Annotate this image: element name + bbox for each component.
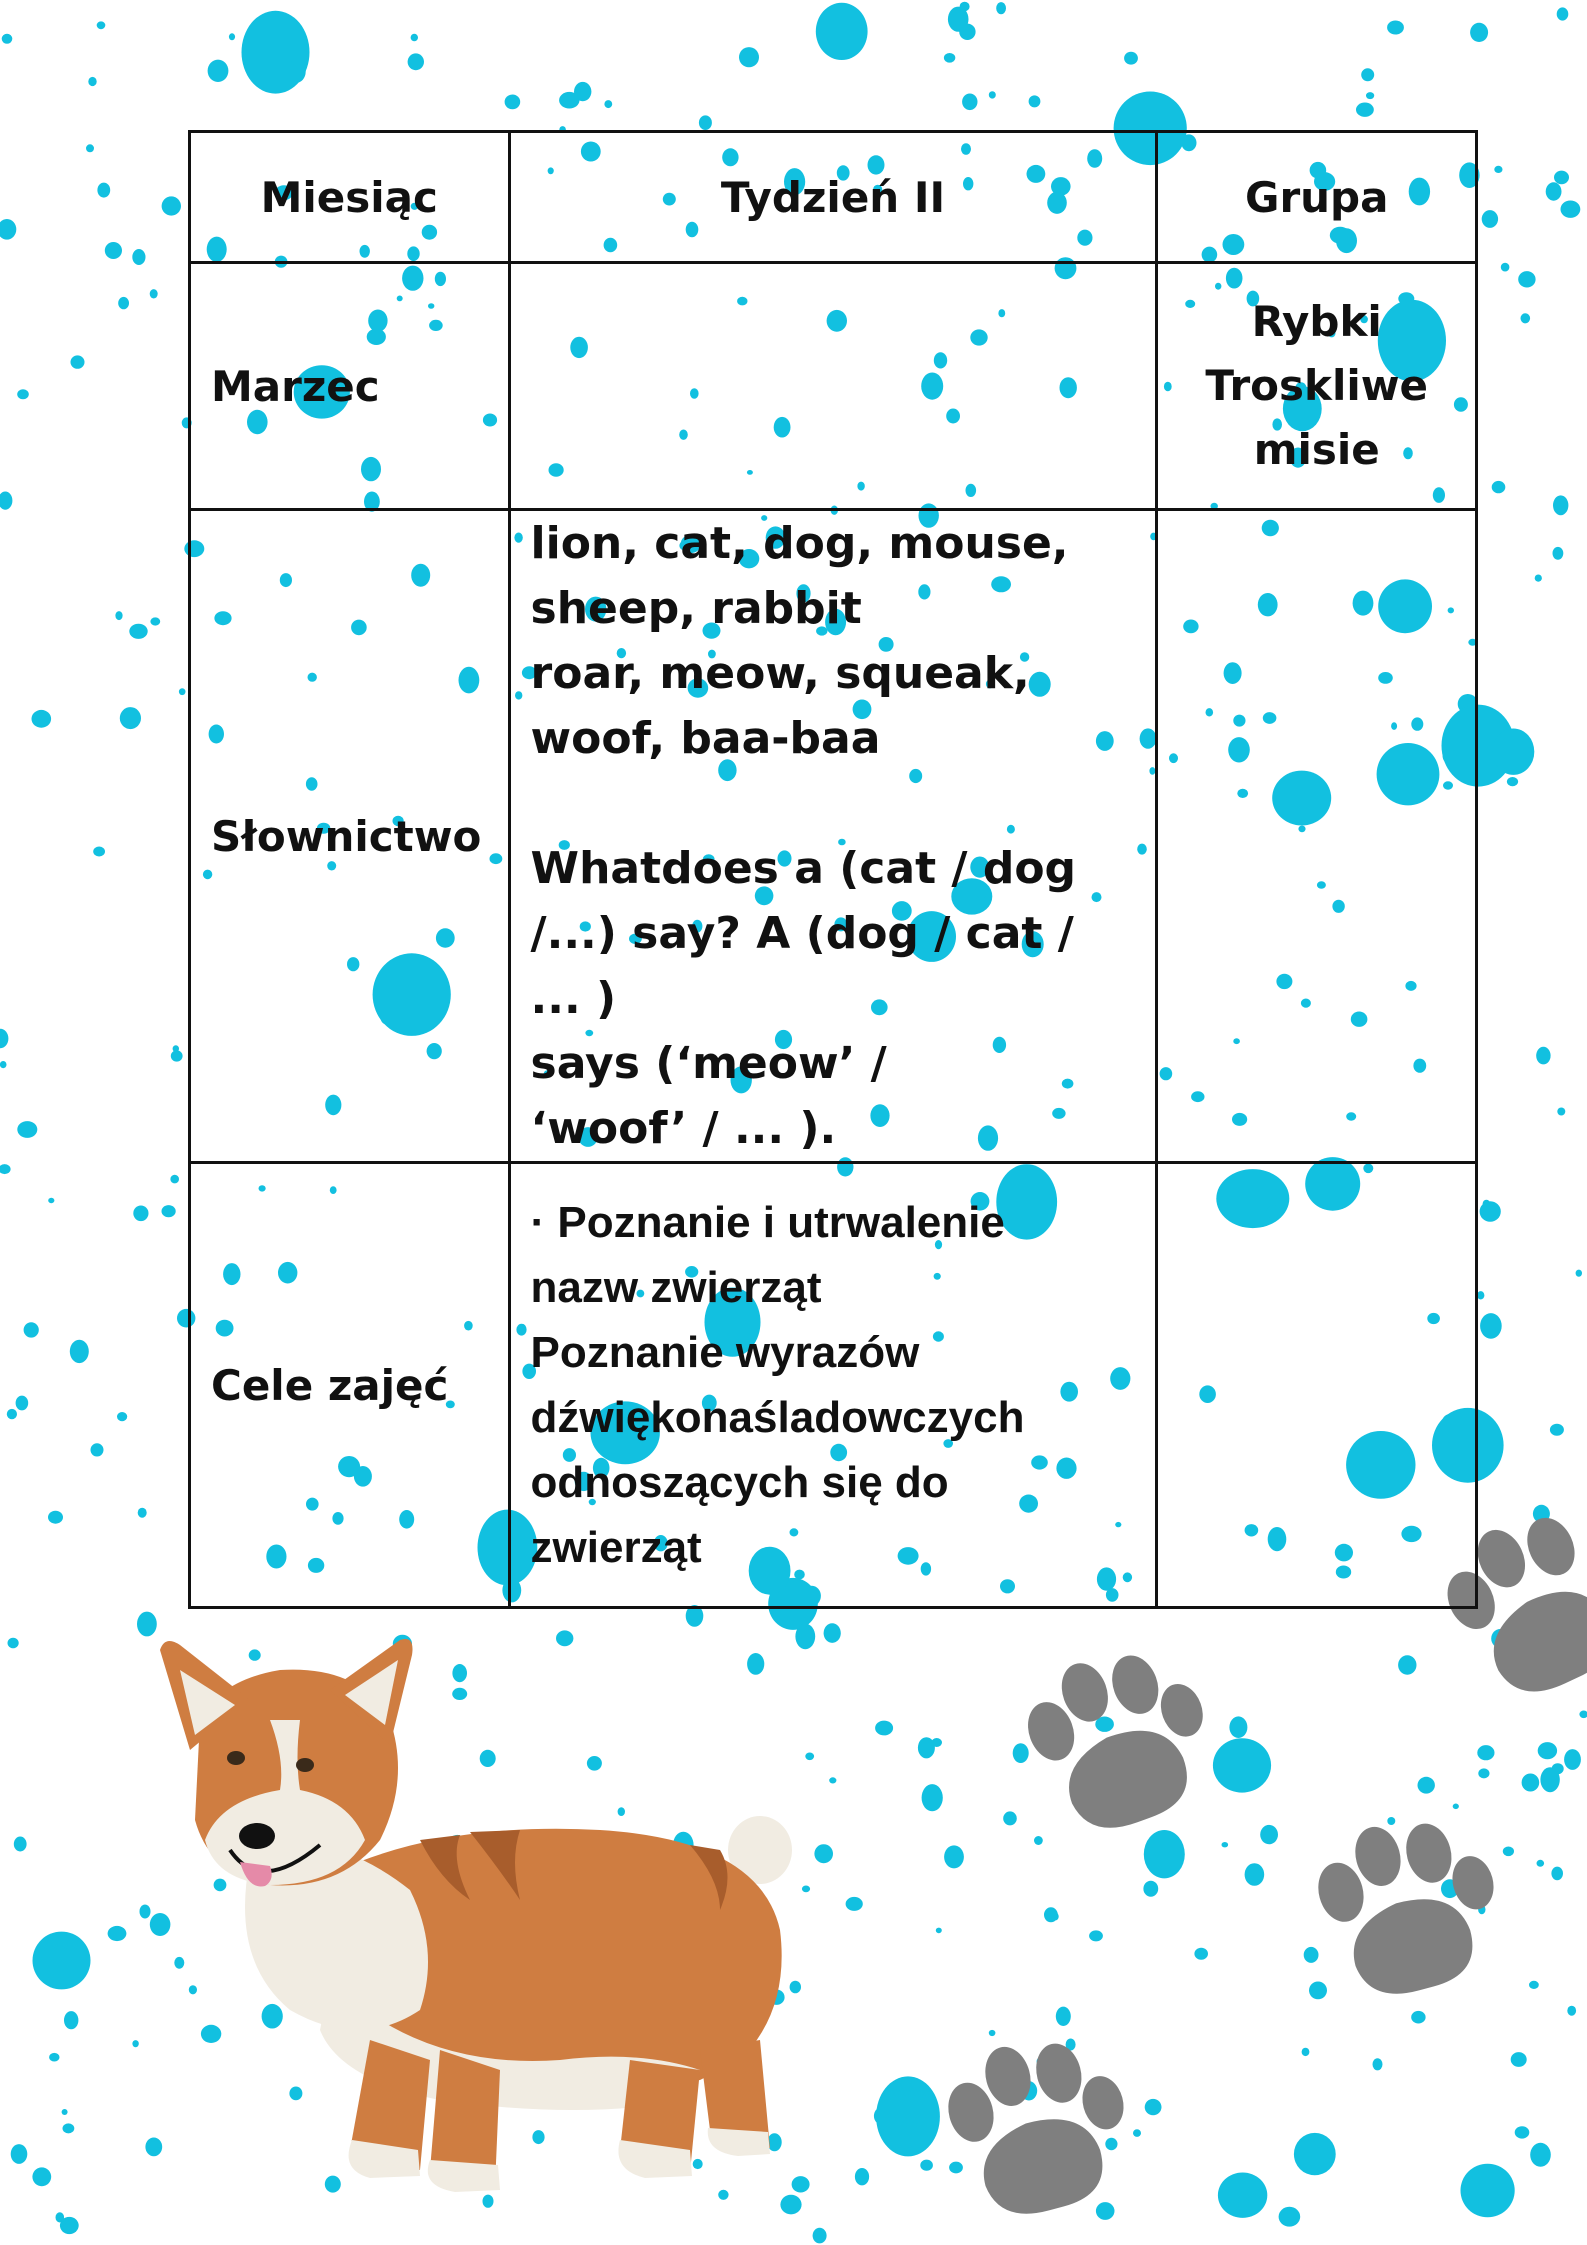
splatter-dot: [949, 2162, 963, 2174]
splatter-dot: [537, 1882, 552, 1900]
splatter-dot: [132, 2040, 138, 2047]
splatter-dot: [1361, 68, 1374, 81]
goals-group-cell: [1157, 1163, 1477, 1608]
splatter-dot: [49, 2053, 59, 2062]
splatter-dot: [1561, 201, 1581, 218]
splatter-dot: [1534, 2144, 1541, 2153]
splatter-dot: [634, 1837, 648, 1851]
splatter-dot: [1522, 1774, 1540, 1792]
splatter-dot: [1542, 1669, 1553, 1680]
splatter-dot: [1013, 1743, 1029, 1763]
splatter-dot: [97, 21, 106, 29]
splatter-dot: [625, 1920, 640, 1937]
splatter-dot: [556, 1630, 573, 1646]
splatter-dot: [150, 1913, 171, 1936]
splatter-dot: [780, 2195, 801, 2215]
splatter-dot: [518, 1886, 525, 1894]
group-names-cell: Rybki Troskliwe misie: [1157, 263, 1477, 510]
splatter-dot: [802, 1886, 810, 1893]
splatter-dot: [1501, 263, 1510, 272]
splatter-dot: [699, 115, 712, 130]
splatter-dot: [189, 1985, 197, 1994]
splatter-dot: [1511, 2052, 1527, 2067]
splatter-dot: [32, 2167, 51, 2186]
splatter-dot: [1470, 23, 1488, 42]
splatter-dot: [1133, 2129, 1141, 2137]
splatter-dot: [286, 60, 306, 83]
splatter-dot: [1529, 1981, 1539, 1989]
splatter-dot: [944, 53, 955, 63]
vocabulary-row: [190, 510, 1477, 1163]
splatter-dot: [1021, 2081, 1038, 2100]
splatter-dot: [138, 1508, 147, 1518]
splatter-dot: [1564, 1749, 1581, 1770]
splatter-dot: [1003, 1811, 1017, 1825]
splatter-dot: [145, 2138, 162, 2157]
splatter-dot: [118, 297, 129, 309]
splatter-dot: [447, 1835, 468, 1858]
splatter-dot: [1552, 1763, 1564, 1774]
splatter-dot: [129, 624, 147, 639]
splatter-dot: [1034, 1836, 1043, 1845]
splatter-dot: [14, 1837, 27, 1852]
splatter-dot: [922, 1784, 943, 1811]
splatter-dot: [996, 2, 1006, 14]
splatter-dot: [687, 1955, 698, 1967]
splatter-dot: [1089, 1930, 1103, 1941]
header-week: Tydzień II: [509, 132, 1157, 263]
splatter-dot: [1145, 2099, 1162, 2115]
splatter-dot: [1373, 2058, 1383, 2070]
splatter-dot: [17, 389, 29, 399]
splatter-dot: [1494, 166, 1502, 173]
splatter-dot: [725, 2122, 746, 2144]
splatter-dot: [543, 1979, 560, 1998]
splatter-dot: [648, 2114, 666, 2131]
splatter-dot: [989, 2030, 996, 2036]
splatter-dot: [1294, 2133, 1336, 2175]
splatter-dot: [1144, 1830, 1185, 1878]
splatter-dot: [767, 2133, 781, 2151]
splatter-dot: [1222, 1842, 1229, 1847]
splatter-dot: [56, 2212, 65, 2222]
header-group: Grupa: [1157, 132, 1477, 263]
splatter-dot: [1518, 271, 1535, 287]
splatter-dot: [249, 1649, 261, 1660]
splatter-dot: [1491, 1629, 1509, 1648]
splatter-dot: [17, 1121, 37, 1138]
splatter-dot: [662, 1877, 683, 1896]
splatter-dot: [1507, 777, 1518, 786]
splatter-dot: [759, 1872, 767, 1879]
splatter-dot: [1557, 7, 1569, 20]
splatter-dot: [604, 100, 612, 108]
splatter-dot: [179, 688, 186, 695]
splatter-dot: [86, 144, 94, 152]
splatter-dot: [229, 33, 235, 40]
splatter-dot: [1493, 729, 1535, 775]
splatter-dot: [1521, 313, 1531, 323]
splatter-dot: [1477, 1745, 1494, 1760]
splatter-dot: [133, 1206, 148, 1222]
splatter-dot: [171, 1050, 183, 1061]
splatter-dot: [1026, 2155, 1038, 2166]
splatter-dot: [48, 1511, 63, 1524]
splatter-dot: [1056, 2007, 1071, 2026]
splatter-dot: [8, 1638, 19, 1649]
splatter-dot: [587, 1756, 602, 1771]
splatter-dot: [173, 1045, 179, 1052]
splatter-dot: [1480, 1313, 1502, 1339]
header-month: Miesiąc: [190, 132, 510, 263]
splatter-dot: [1194, 1948, 1208, 1960]
vocabulary-group-cell: [1157, 510, 1477, 1163]
splatter-dot: [824, 1623, 841, 1643]
splatter-dot: [1126, 1673, 1141, 1692]
splatter-dot: [140, 1905, 151, 1919]
splatter-dot: [0, 219, 16, 240]
splatter-dot: [201, 2025, 221, 2043]
splatter-dot: [1029, 95, 1041, 107]
splatter-dot: [1398, 1655, 1416, 1675]
splatter-dot: [652, 1995, 659, 2003]
splatter-dot: [1419, 1868, 1428, 1876]
goals-row: [190, 1163, 1477, 1608]
splatter-dot: [0, 1061, 7, 1068]
splatter-dot: [813, 2228, 827, 2244]
splatter-dot: [162, 1205, 176, 1217]
splatter-dot: [483, 2195, 494, 2208]
splatter-dot: [366, 1801, 379, 1811]
splatter-dot: [63, 2123, 75, 2133]
splatter-dot: [1538, 1742, 1557, 1759]
splatter-dot: [223, 1858, 229, 1865]
splatter-dot: [408, 53, 424, 70]
splatter-dot: [1477, 1291, 1484, 1299]
splatter-dot: [0, 492, 12, 510]
splatter-dot: [448, 2034, 465, 2050]
splatter-dot: [578, 2056, 591, 2069]
splatter-dot: [88, 77, 96, 86]
splatter-dot: [1569, 1647, 1587, 1668]
splatter-dot: [655, 1959, 673, 1978]
splatter-dot: [795, 1624, 815, 1650]
table-header-row: [190, 132, 1477, 263]
splatter-dot: [446, 2165, 466, 2186]
splatter-dot: [1567, 2006, 1576, 2016]
splatter-dot: [1044, 1907, 1058, 1922]
splatter-dot: [1124, 52, 1138, 65]
splatter-dot: [1304, 1947, 1319, 1963]
splatter-dot: [105, 242, 122, 259]
splatter-dot: [1536, 1047, 1550, 1065]
splatter-dot: [214, 1879, 227, 1892]
splatter-dot: [1579, 1711, 1587, 1719]
splatter-dot: [64, 2011, 78, 2029]
splatter-dot: [1238, 1773, 1257, 1789]
splatter-dot: [816, 3, 868, 60]
splatter-dot: [790, 1981, 801, 1994]
splatter-dot: [452, 1664, 467, 1682]
splatter-dot: [1515, 2126, 1530, 2138]
splatter-dot: [115, 611, 122, 620]
splatter-dot: [352, 1833, 360, 1840]
splatter-dot: [1492, 481, 1506, 493]
splatter-dot: [1037, 2057, 1045, 2066]
splatter-dot: [855, 2168, 869, 2185]
splatter-dot: [1418, 1777, 1435, 1794]
splatter-dot: [829, 1777, 836, 1783]
splatter-dot: [546, 1844, 568, 1870]
splatter-dot: [11, 2144, 28, 2164]
splatter-dot: [1356, 103, 1374, 117]
splatter-dot: [574, 82, 591, 101]
splatter-dot: [1537, 1860, 1545, 1867]
splatter-dot: [1260, 1825, 1278, 1844]
splatter-dot: [1245, 1863, 1265, 1886]
splatter-dot: [1096, 2202, 1115, 2220]
splatter-dot: [150, 289, 158, 298]
splatter-dot: [489, 2087, 505, 2103]
splatter-dot: [1066, 2039, 1076, 2051]
splatter-dot: [120, 707, 141, 729]
splatter-dot: [0, 1164, 11, 1174]
splatter-dot: [62, 2109, 68, 2115]
splatter-dot: [1461, 2164, 1515, 2218]
splatter-dot: [875, 1721, 893, 1736]
splatter-dot: [876, 2076, 940, 2156]
splatter-dot: [1433, 1842, 1445, 1853]
splatter-dot: [1095, 1717, 1114, 1732]
splatter-dot: [262, 2004, 283, 2029]
splatter-dot: [451, 1957, 460, 1968]
splatter-dot: [162, 196, 181, 215]
splatter-dot: [268, 1704, 283, 1723]
vocabulary-label-cell: Słownictwo: [190, 510, 510, 1163]
splatter-dot: [1576, 1270, 1582, 1277]
splatter-dot: [137, 1612, 157, 1637]
splatter-dot: [1554, 171, 1569, 185]
splatter-dot: [931, 1738, 942, 1747]
lesson-plan-table: [188, 130, 1478, 1609]
splatter-dot: [1441, 1879, 1459, 1898]
splatter-dot: [673, 1832, 694, 1858]
splatter-dot: [174, 1957, 184, 1969]
splatter-dot: [1551, 1867, 1563, 1881]
splatter-dot: [920, 2160, 933, 2171]
splatter-dot: [1218, 2173, 1267, 2218]
splatter-dot: [1279, 2207, 1301, 2227]
splatter-dot: [1478, 1768, 1489, 1778]
goals-label-cell: Cele zajęć: [190, 1163, 510, 1608]
splatter-dot: [150, 617, 160, 625]
splatter-dot: [117, 1412, 127, 1421]
splatter-dot: [480, 1750, 496, 1767]
splatter-dot: [962, 94, 977, 111]
splatter-dot: [91, 1443, 104, 1456]
splatter-dot: [170, 1175, 179, 1184]
splatter-dot: [1535, 575, 1542, 582]
splatter-dot: [1546, 182, 1562, 200]
splatter-dot: [108, 1926, 127, 1941]
splatter-dot: [625, 2002, 633, 2011]
splatter-dot: [32, 710, 52, 728]
splatter-dot: [1530, 2143, 1551, 2167]
splatter-dot: [1550, 1424, 1564, 1436]
splatter-dot: [71, 355, 85, 368]
splatter-dot: [1105, 2138, 1117, 2150]
splatter-dot: [739, 47, 759, 67]
splatter-dot: [1453, 1804, 1459, 1810]
splatter-dot: [325, 2176, 341, 2193]
splatter-dot: [1503, 1847, 1514, 1857]
splatter-dot: [289, 2087, 302, 2101]
splatter-dot: [1387, 1817, 1395, 1825]
splatter-dot: [1302, 2048, 1310, 2056]
splatter-dot: [1480, 1201, 1501, 1222]
splatter-dot: [1116, 1772, 1128, 1784]
splatter-dot: [1229, 1716, 1247, 1738]
splatter-dot: [339, 2009, 346, 2017]
splatter-dot: [1411, 2011, 1425, 2024]
splatter-dot: [1501, 1647, 1522, 1672]
week-value-cell: [509, 263, 1157, 510]
splatter-dot: [846, 1897, 863, 1911]
splatter-dot: [1366, 92, 1374, 99]
splatter-dot: [93, 847, 105, 857]
splatter-dot: [944, 1845, 964, 1868]
month-cell: Marzec: [190, 263, 510, 510]
splatter-dot: [1557, 1108, 1565, 1116]
vocabulary-content-cell: lion, cat, dog, mouse, sheep, rabbit roar, meow, squeak, woof, baa-baa Whatdoes a (cat / dog /...) say? A (dog / cat / ... ) says (‘meow’ / ‘woof’ / ... ).: [509, 510, 1157, 1163]
splatter-dot: [48, 1198, 54, 1203]
splatter-dot: [618, 1807, 625, 1816]
splatter-dot: [1478, 1905, 1485, 1915]
splatter-dot: [33, 1932, 91, 1990]
splatter-dot: [768, 1990, 784, 2005]
splatter-dot: [16, 1396, 29, 1411]
splatter-dot: [452, 1688, 467, 1700]
splatter-dot: [1482, 210, 1498, 228]
splatter-dot: [7, 1409, 17, 1419]
splatter-dot: [208, 60, 229, 82]
splatter-dot: [960, 2, 970, 11]
splatter-dot: [579, 2024, 589, 2032]
splatter-dot: [936, 1928, 942, 1934]
splatter-dot: [1143, 1881, 1158, 1897]
splatter-dot: [361, 1730, 382, 1756]
splatter-dot: [132, 249, 145, 265]
splatter-dot: [24, 1322, 39, 1337]
splatter-dot: [0, 1029, 8, 1048]
goals-content-cell: · Poznanie i utrwalenie nazw zwierząt Poznanie wyrazów dźwiękonaśladowczych odnoszących się do zwierząt: [509, 1163, 1157, 1608]
splatter-dot: [1553, 495, 1568, 515]
splatter-dot: [70, 1340, 89, 1363]
splatter-dot: [344, 1886, 382, 1933]
splatter-dot: [532, 2130, 544, 2144]
splatter-dot: [1387, 21, 1404, 35]
splatter-dot: [989, 91, 996, 98]
splatter-dot: [718, 2190, 728, 2200]
splatter-dot: [2, 34, 13, 44]
splatter-dot: [97, 183, 110, 198]
splatter-dot: [1553, 547, 1564, 560]
splatter-dot: [308, 1913, 319, 1922]
splatter-dot: [505, 95, 521, 110]
splatter-dot: [805, 1753, 814, 1761]
splatter-dot: [411, 34, 418, 42]
splatter-dot: [225, 1725, 244, 1747]
splatter-dot: [792, 2176, 810, 2192]
splatter-dot: [693, 2159, 703, 2169]
splatter-dot: [1533, 1505, 1550, 1523]
splatter-dot: [814, 1844, 833, 1863]
month-row: [190, 263, 1477, 510]
splatter-dot: [393, 1635, 412, 1653]
splatter-dot: [1309, 1982, 1327, 2000]
splatter-dot: [747, 1653, 764, 1675]
splatter-dot: [463, 2005, 484, 2026]
